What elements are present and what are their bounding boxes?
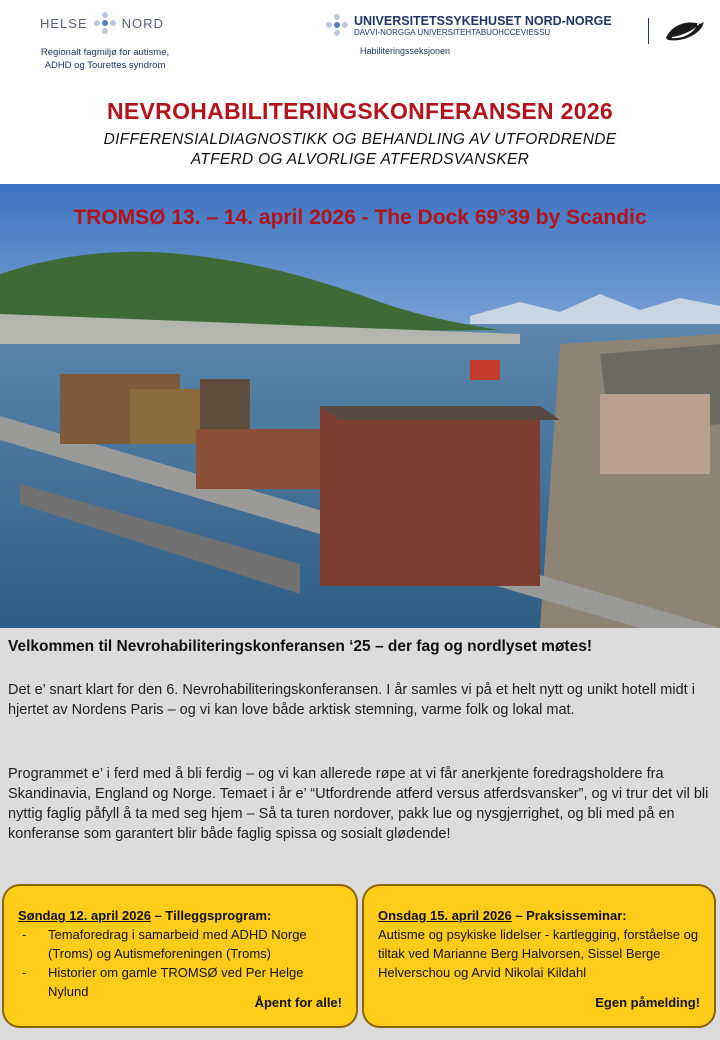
intro-paragraph: Det e’ snart klart for den 6. Nevrohabiliteringskonferansen. I år samles vi på et helt nytt og unikt hotell midt i hjertet av Nordens Paris – og vi kan love både arktisk stemning, varme folk og lokal mat. <box>8 682 695 718</box>
sunday-footer: Åpent for alle! <box>254 995 342 1010</box>
welcome-section <box>0 628 720 1040</box>
logo-divider <box>648 18 649 44</box>
helse-nord-dots-icon <box>94 12 116 34</box>
conference-title: NEVROHABILITERINGSKONFERANSEN 2026 <box>106 98 614 124</box>
helse-nord-subtitle <box>20 46 190 72</box>
list-item: - Temaforedrag i samarbeid med ADHD Norge (Troms) og Autismeforeningen (Troms) <box>18 925 342 963</box>
logo-word-helse: HELSE <box>40 15 88 31</box>
wednesday-description: Autisme og psykiske lidelser - kartlegging, forståelse og tiltak ved Marianne Berg Halvorsen, Sissel Berge Helverschou og Arvid Nikolai Kildahl <box>378 927 699 980</box>
helse-nord-subtitle-line1: Regionalt fagmiljø for autisme, <box>40 47 170 58</box>
unn-dots-icon <box>326 14 348 36</box>
wednesday-footer: Egen påmelding! <box>595 995 700 1010</box>
helse-nord-subtitle-line2: ADHD og Tourettes syndrom <box>44 60 166 71</box>
list-item: - Historier om gamle TROMSØ ved Per Helge Nylund <box>18 963 342 1001</box>
subtitle-line2: ATFERD OG ALVORLIGE ATFERDSVANSKER <box>190 151 530 168</box>
event-date-location: TROMSØ 13. – 14. april 2026 - The Dock 69°39 by Scandic <box>73 206 647 229</box>
sunday-label: – Tilleggsprogram: <box>150 908 272 923</box>
unn-logo <box>326 14 612 38</box>
welcome-heading: Velkommen til Nevrohabiliteringskonferansen ‘25 – der fag og nordlyset møtes! <box>8 638 592 655</box>
sunday-program-box <box>2 884 358 1028</box>
conference-subtitle <box>0 130 720 170</box>
wednesday-title <box>378 906 700 925</box>
logo-word-nord: NORD <box>121 15 164 31</box>
sunday-items <box>18 925 342 1001</box>
header <box>0 0 720 80</box>
wednesday-date: Onsdag 15. april 2026 <box>378 908 512 923</box>
sunday-date: Søndag 12. april 2026 <box>18 908 151 923</box>
wednesday-label: – Praksisseminar: <box>511 908 627 923</box>
unn-sami-name: DAVVI-NORGGA UNIVERSITEHTABUOHCCEVIESSU <box>354 28 551 37</box>
program-paragraph: Programmet e’ i ferd med å bli ferdig – og vi kan allerede røpe at vi får anerkjente foredragsholdere fra Skandinavia, England og Norge. Temaet i år e’ “Utfordrende atferd versus atferdsvansker”, og vi trur det vil bli nyttig faglig påfyll å ta med seg hjem – Så ta turen nordover, pakk lue og nysgjerrighet, og bli med på en konferanse som garantert blir både faglig spissa og sosialt glødende! <box>8 766 709 842</box>
title-band <box>0 80 720 184</box>
unn-name: UNIVERSITETSSYKEHUSET NORD-NORGE <box>354 14 612 28</box>
department-label: Habiliteringsseksjonen <box>360 46 451 56</box>
wednesday-seminar-box <box>362 884 716 1028</box>
photo-illustration <box>0 184 720 628</box>
penguin-icon <box>662 16 706 46</box>
tromso-aerial-photo <box>0 184 720 628</box>
sunday-title <box>18 906 342 925</box>
subtitle-line1: DIFFERENSIALDIAGNOSTIKK OG BEHANDLING AV UTFORDRENDE <box>103 131 617 148</box>
helse-nord-logo <box>40 12 164 34</box>
